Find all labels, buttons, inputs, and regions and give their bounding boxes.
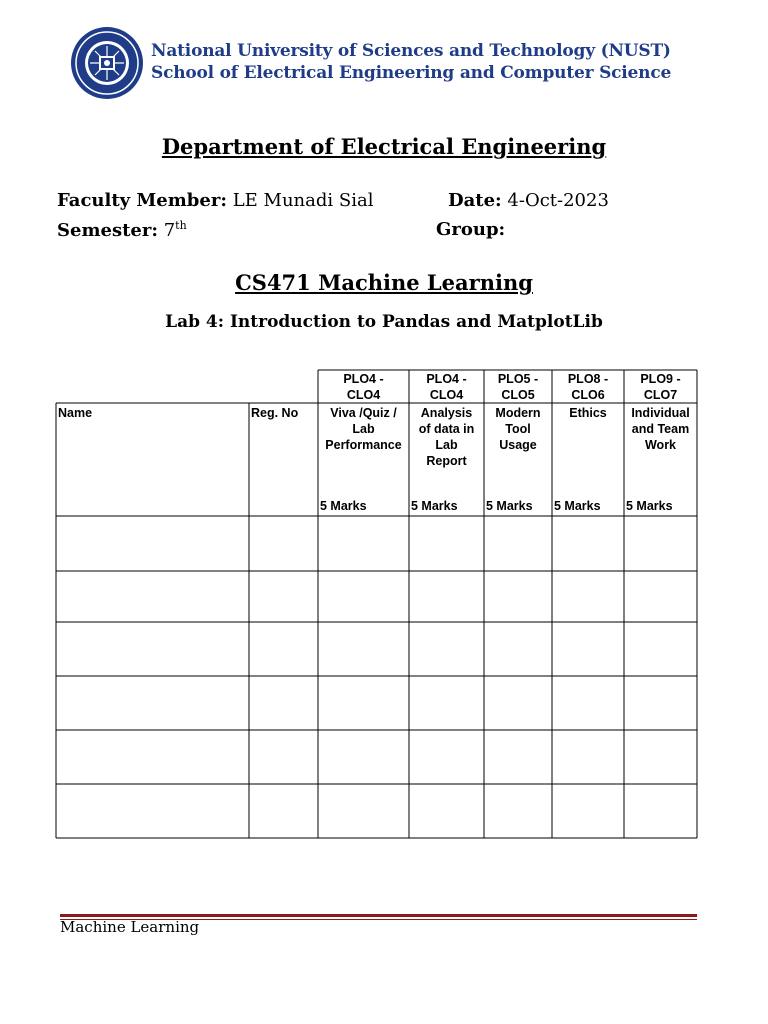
marks-label: 5 Marks [411, 499, 458, 513]
plo-header [484, 371, 552, 403]
column-title [484, 405, 552, 453]
column-title [552, 405, 624, 421]
column-title-line: Tool [505, 422, 531, 436]
plo-header [318, 371, 409, 403]
marks-label: 5 Marks [626, 499, 673, 513]
clo-label: CLO5 [501, 388, 535, 402]
column-title-line: Lab [435, 438, 458, 452]
date-label: Date: [448, 190, 502, 211]
footer-rule [60, 914, 697, 917]
column-title-line: Usage [499, 438, 537, 452]
date-value: 4-Oct-2023 [507, 190, 609, 211]
clo-label: CLO6 [571, 388, 605, 402]
plo-label: PLO9 - [640, 372, 681, 386]
faculty-value: LE Munadi Sial [232, 190, 374, 211]
column-title-line: Report [426, 454, 467, 468]
plo-label: PLO5 - [497, 372, 539, 386]
clo-label: CLO4 [429, 388, 464, 402]
reg-no-column-header: Reg. No [251, 406, 299, 420]
column-title [624, 405, 697, 453]
column-title-line: Viva /Quiz / [330, 406, 397, 420]
group-label: Group: [436, 219, 506, 240]
column-title [318, 405, 409, 453]
column-title [409, 405, 484, 469]
plo-label: PLO4 - [343, 372, 384, 386]
plo-label: PLO4 - [426, 372, 467, 386]
clo-label: CLO7 [643, 388, 678, 402]
name-column-header: Name [58, 406, 93, 420]
department-title: Department of Electrical Engineering [161, 134, 607, 159]
column-title-line: Ethics [569, 406, 607, 420]
lab-title: Lab 4: Introduction to Pandas and MatplotLib [165, 312, 603, 332]
university-name: National University of Sciences and Technology (NUST) [151, 41, 671, 61]
semester-label: Semester: [57, 220, 158, 241]
column-title-line: Individual [631, 406, 690, 420]
column-title-line: of data in [418, 422, 475, 436]
column-title-line: Lab [352, 422, 375, 436]
column-title-line: Performance [325, 438, 402, 452]
course-title: CS471 Machine Learning [235, 270, 533, 295]
marks-label: 5 Marks [320, 499, 367, 513]
plo-header [552, 371, 624, 403]
faculty-label: Faculty Member: [57, 190, 227, 211]
school-name: School of Electrical Engineering and Computer Science [151, 63, 672, 83]
semester-value: 7 [163, 220, 176, 241]
column-title-line: Modern [495, 406, 541, 420]
plo-header [409, 371, 484, 403]
plo-header [624, 371, 697, 403]
plo-label: PLO8 - [567, 372, 609, 386]
semester-suffix: th [175, 219, 187, 232]
footer-text: Machine Learning [60, 918, 200, 936]
clo-label: CLO4 [346, 388, 381, 402]
marks-label: 5 Marks [486, 499, 533, 513]
column-title-line: Work [644, 438, 677, 452]
column-title-line: Analysis [420, 406, 473, 420]
column-title-line: and Team [631, 422, 690, 436]
marks-label: 5 Marks [554, 499, 601, 513]
